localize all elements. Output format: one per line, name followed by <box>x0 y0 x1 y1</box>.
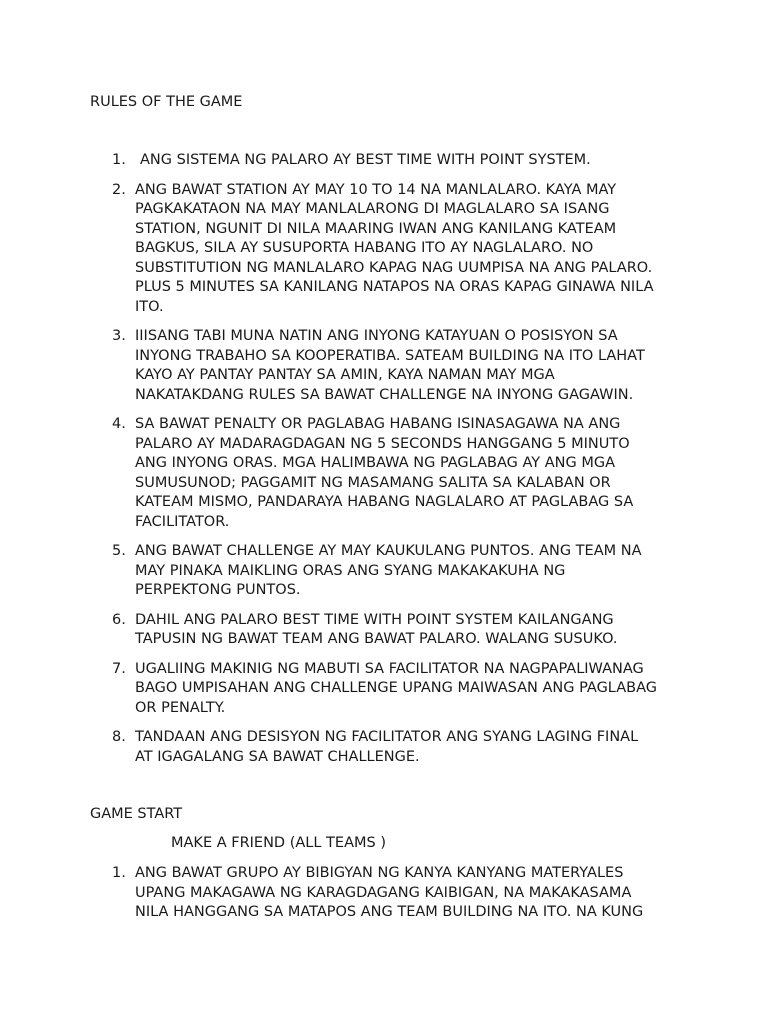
rule-number: 5. <box>112 543 126 559</box>
rule-item <box>0 151 768 171</box>
rule-number: 3. <box>112 328 126 344</box>
rule-number: 6. <box>112 611 126 628</box>
game-list <box>0 864 768 933</box>
game-start-title: GAME START <box>90 806 183 822</box>
rule-item <box>0 181 768 318</box>
game-item-number: 1. <box>112 865 126 881</box>
rule-text: ANG BAWAT STATION AY MAY 10 TO 14 NA MANLALARO. KAYA MAY PAGKAKATAON NA MAY MANLALARONG DI MAGLALARO SA ISANG STATION, NGUNIT DI NILA MAARING IWAN ANG KANILANG KATEAM BAGKUS, SILA AY SUSUPORTA HABANG ITO AY NAGLALARO. NO SUBSTITUTION NG MANLALARO KAPAG NAG UUMPISA NA ANG PALARO. PLUS 5 MINUTES SA KANILANG NATAPOS NA ORAS KAPAG GINAWA NILA ITO. <box>135 181 654 315</box>
game-item-text: ANG BAWAT GRUPO AY BIBIGYAN NG KANYA KANYANG MATERYALES UPANG MAKAGAWA NG KARAGDAGANG KAIBIGAN, NA MAKAKASAMA NILA HANGGANG SA MATAPOS ANG TEAM BUILDING NA ITO. NA KUNG <box>135 865 644 920</box>
game-item <box>0 864 768 923</box>
rule-number: 8. <box>112 729 126 745</box>
rules-title: RULES OF THE GAME <box>90 94 243 110</box>
rule-text: DAHIL ANG PALARO BEST TIME WITH POINT SYSTEM KAILANGANG TAPUSIN NG BAWAT TEAM ANG BAWAT PALARO. WALANG SUSUKO. <box>135 611 618 647</box>
rule-text: TANDAAN ANG DESISYON NG FACILITATOR ANG SYANG LAGING FINAL AT IGAGALANG SA BAWAT CHALLENGE. <box>135 729 639 765</box>
rule-item <box>0 415 768 532</box>
rule-item <box>0 611 768 650</box>
rules-list <box>0 151 768 777</box>
rule-text: SA BAWAT PENALTY OR PAGLABAG HABANG ISINASAGAWA NA ANG PALARO AY MADARAGDAGAN NG 5 SECONDS HANGGANG 5 MINUTO ANG INYONG ORAS. MGA HALIMBAWA NG PAGLABAG AY ANG MGA SUMUSUNOD; PAGGAMIT NG MASAMANG SALITA SA KALABAN OR KATEAM MISMO, PANDARAYA HABANG NAGLALARO AT PAGLABAG SA FACILITATOR. <box>135 416 634 530</box>
rule-item <box>0 728 768 767</box>
rule-number: 7. <box>112 660 126 677</box>
rule-text: ANG SISTEMA NG PALARO AY BEST TIME WITH POINT SYSTEM. <box>140 152 591 168</box>
rule-item <box>0 542 768 601</box>
rule-item <box>0 660 768 719</box>
rule-item <box>0 327 768 405</box>
rule-text: ANG BAWAT CHALLENGE AY MAY KAUKULANG PUNTOS. ANG TEAM NA MAY PINAKA MAIKLING ORAS ANG SYANG MAKAKAKUHA NG PERPEKTONG PUNTOS. <box>135 543 642 598</box>
rule-text: IIISANG TABI MUNA NATIN ANG INYONG KATAYUAN O POSISYON SA INYONG TRABAHO SA KOOPERATIBA. SATEAM BUILDING NA ITO LAHAT KAYO AY PANTAY PANTAY SA AMIN, KAYA NAMAN MAY MGA NAKATAKDANG RULES SA BAWAT CHALLENGE NA INYONG GAGAWIN. <box>135 328 645 403</box>
rule-number: 4. <box>112 416 126 432</box>
game-subtitle: MAKE A FRIEND (ALL TEAMS ) <box>171 835 386 851</box>
rule-text: UGALIING MAKINIG NG MABUTI SA FACILITATOR NA NAGPAPALIWANAG BAGO UMPISAHAN ANG CHALLENGE UPANG MAIWASAN ANG PAGLABAG OR PENALTY. <box>135 660 657 716</box>
rule-number: 2. <box>112 181 126 198</box>
rule-number: 1. <box>112 152 126 168</box>
